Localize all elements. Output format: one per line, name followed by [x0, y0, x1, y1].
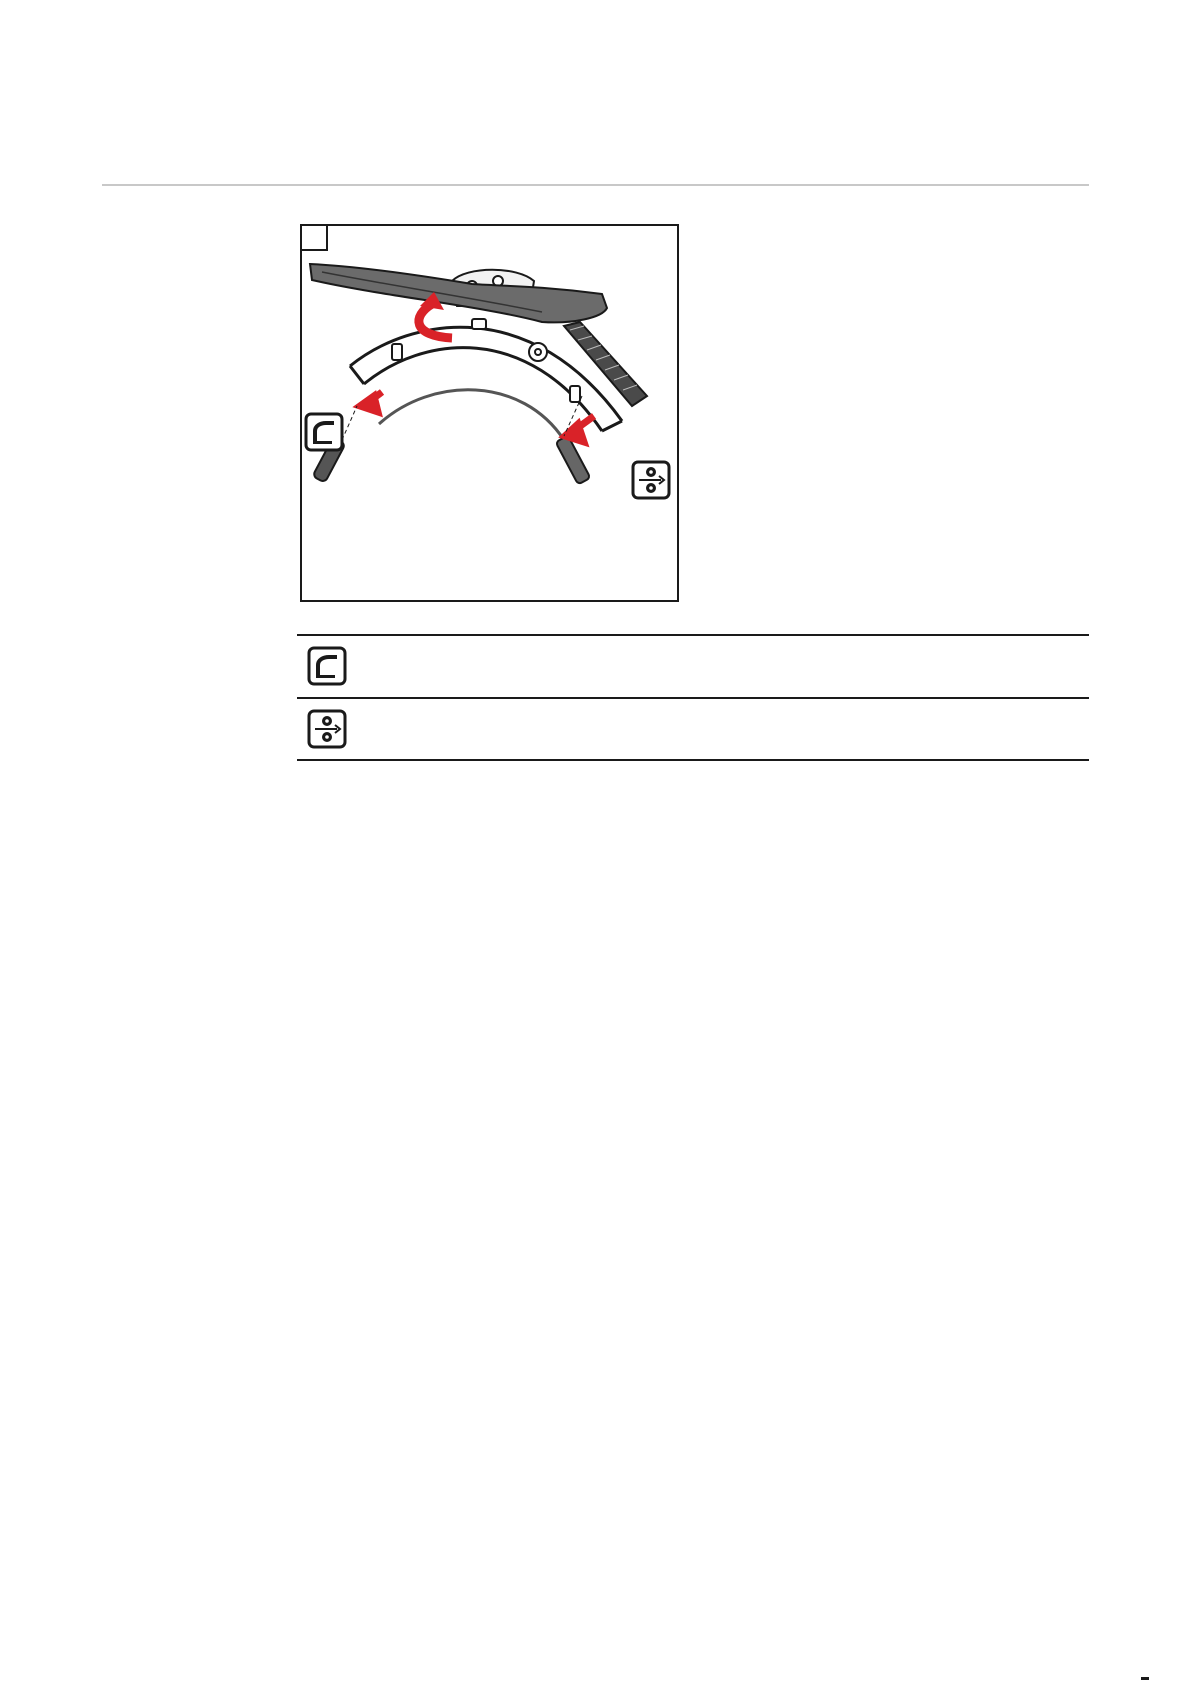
legend-row-wirefeeder	[297, 697, 1089, 761]
hosepack-illustration	[302, 226, 677, 600]
welding-torch-icon	[304, 412, 344, 452]
welding-torch-icon	[307, 646, 347, 686]
wire-feeder-icon	[307, 709, 347, 749]
header-divider	[102, 184, 1089, 186]
page-marker	[1141, 1677, 1149, 1680]
legend-table	[297, 634, 1089, 761]
installation-figure	[300, 224, 679, 602]
wire-feeder-icon	[631, 460, 671, 500]
legend-row-torch	[297, 634, 1089, 697]
